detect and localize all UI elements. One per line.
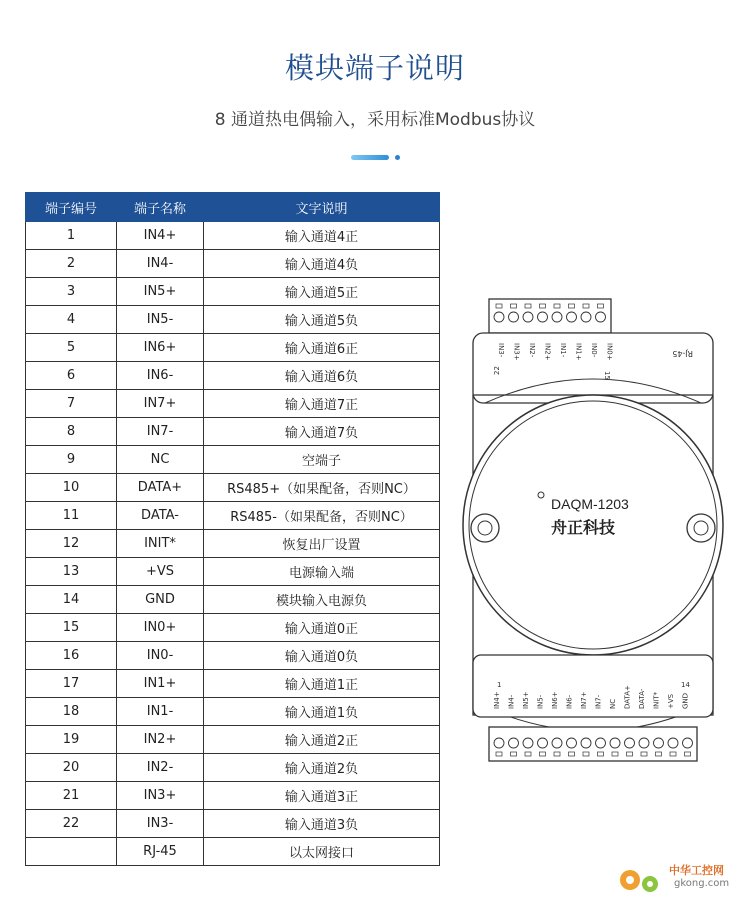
terminal-number-cell: 9 bbox=[26, 446, 117, 474]
bottom-terminal-screw bbox=[523, 738, 533, 748]
top-terminal-screw bbox=[538, 312, 548, 322]
terminal-description-cell: 输入通道5正 bbox=[204, 278, 440, 306]
terminal-description-cell: 恢复出厂设置 bbox=[204, 530, 440, 558]
top-terminal-slot bbox=[540, 304, 546, 308]
terminal-name-cell: +VS bbox=[117, 558, 204, 586]
page-subtitle: 8 通道热电偶输入，采用标准Modbus协议 bbox=[214, 110, 536, 130]
bottom-terminal-label: IN7- bbox=[594, 694, 603, 709]
device-diagram bbox=[455, 295, 730, 765]
table-row bbox=[26, 334, 440, 362]
bottom-terminal-label: IN5+ bbox=[522, 691, 530, 709]
terminal-number-cell: 18 bbox=[26, 698, 117, 726]
top-terminal-label: IN0- bbox=[590, 343, 598, 358]
bottom-terminal-label: DATA+ bbox=[623, 685, 632, 709]
terminal-name-cell: IN7- bbox=[117, 418, 204, 446]
left-mount-hole bbox=[471, 514, 499, 542]
table-row bbox=[26, 838, 440, 866]
terminal-name-cell: IN4- bbox=[117, 250, 204, 278]
bottom-terminal-screw bbox=[639, 738, 649, 748]
terminal-description-cell: 输入通道4负 bbox=[204, 250, 440, 278]
terminal-number-cell: 17 bbox=[26, 670, 117, 698]
watermark-url: gkong.com bbox=[674, 878, 730, 889]
bottom-terminal-screw bbox=[596, 738, 606, 748]
terminal-description-cell: 输入通道1负 bbox=[204, 698, 440, 726]
top-terminal-slot bbox=[496, 304, 502, 308]
page-title: 模块端子说明 bbox=[284, 51, 465, 85]
bottom-terminal-slot bbox=[627, 752, 633, 756]
terminal-description-cell: 输入通道3正 bbox=[204, 782, 440, 810]
accent-bar bbox=[351, 155, 389, 160]
top-terminal-screw bbox=[567, 312, 577, 322]
terminal-number-cell: 11 bbox=[26, 502, 117, 530]
terminal-number-cell: 14 bbox=[26, 586, 117, 614]
column-header-name: 端子名称 bbox=[117, 193, 204, 222]
top-terminal-label: IN3+ bbox=[512, 343, 521, 361]
bottom-terminal-slot bbox=[569, 752, 575, 756]
bottom-terminal-label: IN7+ bbox=[580, 691, 588, 709]
table-row bbox=[26, 698, 440, 726]
terminal-description-cell: 电源输入端 bbox=[204, 558, 440, 586]
top-terminal-slot bbox=[511, 304, 517, 308]
terminal-description-cell: 输入通道3负 bbox=[204, 810, 440, 838]
terminal-description-cell: 输入通道6负 bbox=[204, 362, 440, 390]
terminal-description-cell: 模块输入电源负 bbox=[204, 586, 440, 614]
terminal-number-cell bbox=[26, 838, 117, 866]
terminal-name-cell: IN6+ bbox=[117, 334, 204, 362]
bottom-terminal-slot bbox=[641, 752, 647, 756]
column-header-description: 文字说明 bbox=[204, 193, 440, 222]
terminal-number-cell: 3 bbox=[26, 278, 117, 306]
terminal-name-cell: DATA+ bbox=[117, 474, 204, 502]
bottom-terminal-label: +VS bbox=[667, 693, 675, 709]
table-row bbox=[26, 250, 440, 278]
bottom-terminal-slot bbox=[685, 752, 691, 756]
terminal-number-cell: 4 bbox=[26, 306, 117, 334]
terminal-description-cell: 输入通道4正 bbox=[204, 222, 440, 250]
terminal-description-cell: 输入通道1正 bbox=[204, 670, 440, 698]
terminal-number-cell: 10 bbox=[26, 474, 117, 502]
terminal-name-cell: IN0+ bbox=[117, 614, 204, 642]
bottom-terminal-label: IN5- bbox=[536, 694, 545, 709]
top-terminal-label: IN3- bbox=[497, 343, 505, 358]
bottom-end-number: 14 bbox=[681, 681, 690, 689]
terminal-name-cell: IN1+ bbox=[117, 670, 204, 698]
table-row bbox=[26, 418, 440, 446]
top-terminal-label: IN2- bbox=[528, 343, 536, 358]
bottom-terminal-label: IN4+ bbox=[493, 691, 501, 709]
terminal-number-cell: 8 bbox=[26, 418, 117, 446]
top-terminal-block bbox=[489, 299, 611, 333]
terminal-name-cell: IN5+ bbox=[117, 278, 204, 306]
terminal-number-cell: 6 bbox=[26, 362, 117, 390]
bottom-terminal-slot bbox=[511, 752, 517, 756]
bottom-terminal-screw bbox=[625, 738, 635, 748]
terminal-name-cell: RJ-45 bbox=[117, 838, 204, 866]
terminal-number-cell: 13 bbox=[26, 558, 117, 586]
top-terminal-slot bbox=[583, 304, 589, 308]
table-row bbox=[26, 306, 440, 334]
top-end-number: 15 bbox=[603, 371, 611, 380]
column-header-number: 端子编号 bbox=[26, 193, 117, 222]
top-terminal-slot bbox=[569, 304, 575, 308]
table-row bbox=[26, 474, 440, 502]
terminal-name-cell: DATA- bbox=[117, 502, 204, 530]
terminal-name-cell: IN3+ bbox=[117, 782, 204, 810]
terminal-number-cell: 20 bbox=[26, 754, 117, 782]
terminal-description-cell: 输入通道7正 bbox=[204, 390, 440, 418]
terminal-number-cell: 12 bbox=[26, 530, 117, 558]
bottom-start-number: 1 bbox=[497, 681, 502, 689]
rj45-label: RJ-45 bbox=[672, 349, 693, 358]
terminal-description-cell: 以太网接口 bbox=[204, 838, 440, 866]
terminal-name-cell: IN5- bbox=[117, 306, 204, 334]
terminal-description-cell: 输入通道6正 bbox=[204, 334, 440, 362]
terminal-table bbox=[25, 192, 440, 866]
table-row bbox=[26, 278, 440, 306]
accent-dot bbox=[395, 155, 400, 160]
bottom-terminal-slot bbox=[583, 752, 589, 756]
table-row bbox=[26, 390, 440, 418]
bottom-terminal-label: IN6+ bbox=[551, 691, 559, 709]
bottom-terminal-block bbox=[489, 727, 697, 761]
terminal-name-cell: IN7+ bbox=[117, 390, 204, 418]
terminal-name-cell: INIT* bbox=[117, 530, 204, 558]
terminal-number-cell: 5 bbox=[26, 334, 117, 362]
table-row bbox=[26, 502, 440, 530]
bottom-terminal-screw bbox=[509, 738, 519, 748]
top-terminal-label: IN1+ bbox=[574, 343, 583, 361]
table-row bbox=[26, 446, 440, 474]
table-header-row bbox=[26, 193, 440, 222]
top-terminal-slot bbox=[525, 304, 531, 308]
status-led bbox=[538, 492, 544, 498]
bottom-terminal-screw bbox=[610, 738, 620, 748]
terminal-number-cell: 2 bbox=[26, 250, 117, 278]
bottom-terminal-slot bbox=[554, 752, 560, 756]
terminal-description-cell: 空端子 bbox=[204, 446, 440, 474]
table-row bbox=[26, 530, 440, 558]
bottom-terminal-slot bbox=[612, 752, 618, 756]
table-row bbox=[26, 586, 440, 614]
top-terminal-screw bbox=[581, 312, 591, 322]
bottom-terminal-label: DATA- bbox=[638, 688, 646, 709]
table-row bbox=[26, 782, 440, 810]
terminal-name-cell: IN2+ bbox=[117, 726, 204, 754]
terminal-description-cell: 输入通道5负 bbox=[204, 306, 440, 334]
terminal-description-cell: RS485-（如果配备，否则NC） bbox=[204, 502, 440, 530]
bottom-terminal-screw bbox=[538, 738, 548, 748]
terminal-description-cell: 输入通道2负 bbox=[204, 754, 440, 782]
top-terminal-screw bbox=[552, 312, 562, 322]
terminal-number-cell: 22 bbox=[26, 810, 117, 838]
right-mount-hole bbox=[687, 514, 715, 542]
top-terminal-label: IN1- bbox=[559, 343, 567, 358]
terminal-name-cell: GND bbox=[117, 586, 204, 614]
table-row bbox=[26, 810, 440, 838]
bottom-terminal-screw bbox=[494, 738, 504, 748]
terminal-description-cell: 输入通道7负 bbox=[204, 418, 440, 446]
bottom-terminal-slot bbox=[496, 752, 502, 756]
terminal-number-cell: 7 bbox=[26, 390, 117, 418]
bottom-terminal-screw bbox=[567, 738, 577, 748]
watermark bbox=[612, 858, 742, 898]
bottom-terminal-screw bbox=[654, 738, 664, 748]
table-row bbox=[26, 726, 440, 754]
terminal-number-cell: 19 bbox=[26, 726, 117, 754]
bottom-terminal-slot bbox=[598, 752, 604, 756]
terminal-description-cell: RS485+（如果配备，否则NC） bbox=[204, 474, 440, 502]
terminal-description-cell: 输入通道2正 bbox=[204, 726, 440, 754]
top-terminal-screw bbox=[596, 312, 606, 322]
table-row bbox=[26, 670, 440, 698]
gear-icon bbox=[612, 858, 672, 898]
bottom-terminal-label: IN6- bbox=[565, 694, 574, 709]
top-terminal-slot bbox=[598, 304, 604, 308]
terminal-number-cell: 15 bbox=[26, 614, 117, 642]
terminal-number-cell: 16 bbox=[26, 642, 117, 670]
bottom-terminal-screw bbox=[581, 738, 591, 748]
terminal-name-cell: IN4+ bbox=[117, 222, 204, 250]
bottom-terminal-label: INIT* bbox=[652, 691, 661, 709]
terminal-name-cell: IN2- bbox=[117, 754, 204, 782]
terminal-description-cell: 输入通道0正 bbox=[204, 614, 440, 642]
terminal-name-cell: IN1- bbox=[117, 698, 204, 726]
table-row bbox=[26, 642, 440, 670]
terminal-number-cell: 1 bbox=[26, 222, 117, 250]
terminal-number-cell: 21 bbox=[26, 782, 117, 810]
top-start-number: 22 bbox=[493, 366, 501, 375]
device-model: DAQM-1203 bbox=[551, 496, 629, 512]
bottom-terminal-slot bbox=[670, 752, 676, 756]
bottom-terminal-label: IN4- bbox=[507, 694, 516, 709]
table-row bbox=[26, 362, 440, 390]
bottom-terminal-slot bbox=[656, 752, 662, 756]
bottom-terminal-screw bbox=[552, 738, 562, 748]
bottom-terminal-screw bbox=[683, 738, 693, 748]
bottom-terminal-label: GND bbox=[681, 692, 690, 709]
terminal-name-cell: IN6- bbox=[117, 362, 204, 390]
bottom-terminal-label: NC bbox=[609, 698, 617, 709]
terminal-name-cell: IN3- bbox=[117, 810, 204, 838]
bottom-terminal-slot bbox=[525, 752, 531, 756]
table-row bbox=[26, 222, 440, 250]
table-row bbox=[26, 754, 440, 782]
terminal-name-cell: NC bbox=[117, 446, 204, 474]
top-terminal-label: IN2+ bbox=[543, 343, 552, 361]
watermark-text: 中华工控网 bbox=[669, 864, 724, 877]
top-terminal-label: IN0+ bbox=[605, 343, 614, 361]
terminal-description-cell: 输入通道0负 bbox=[204, 642, 440, 670]
bottom-terminal-slot bbox=[540, 752, 546, 756]
top-terminal-screw bbox=[509, 312, 519, 322]
terminal-name-cell: IN0- bbox=[117, 642, 204, 670]
bottom-terminal-screw bbox=[668, 738, 678, 748]
table-row bbox=[26, 558, 440, 586]
top-terminal-screw bbox=[494, 312, 504, 322]
device-brand: 舟正科技 bbox=[551, 518, 616, 537]
top-terminal-slot bbox=[554, 304, 560, 308]
table-row bbox=[26, 614, 440, 642]
top-terminal-screw bbox=[523, 312, 533, 322]
